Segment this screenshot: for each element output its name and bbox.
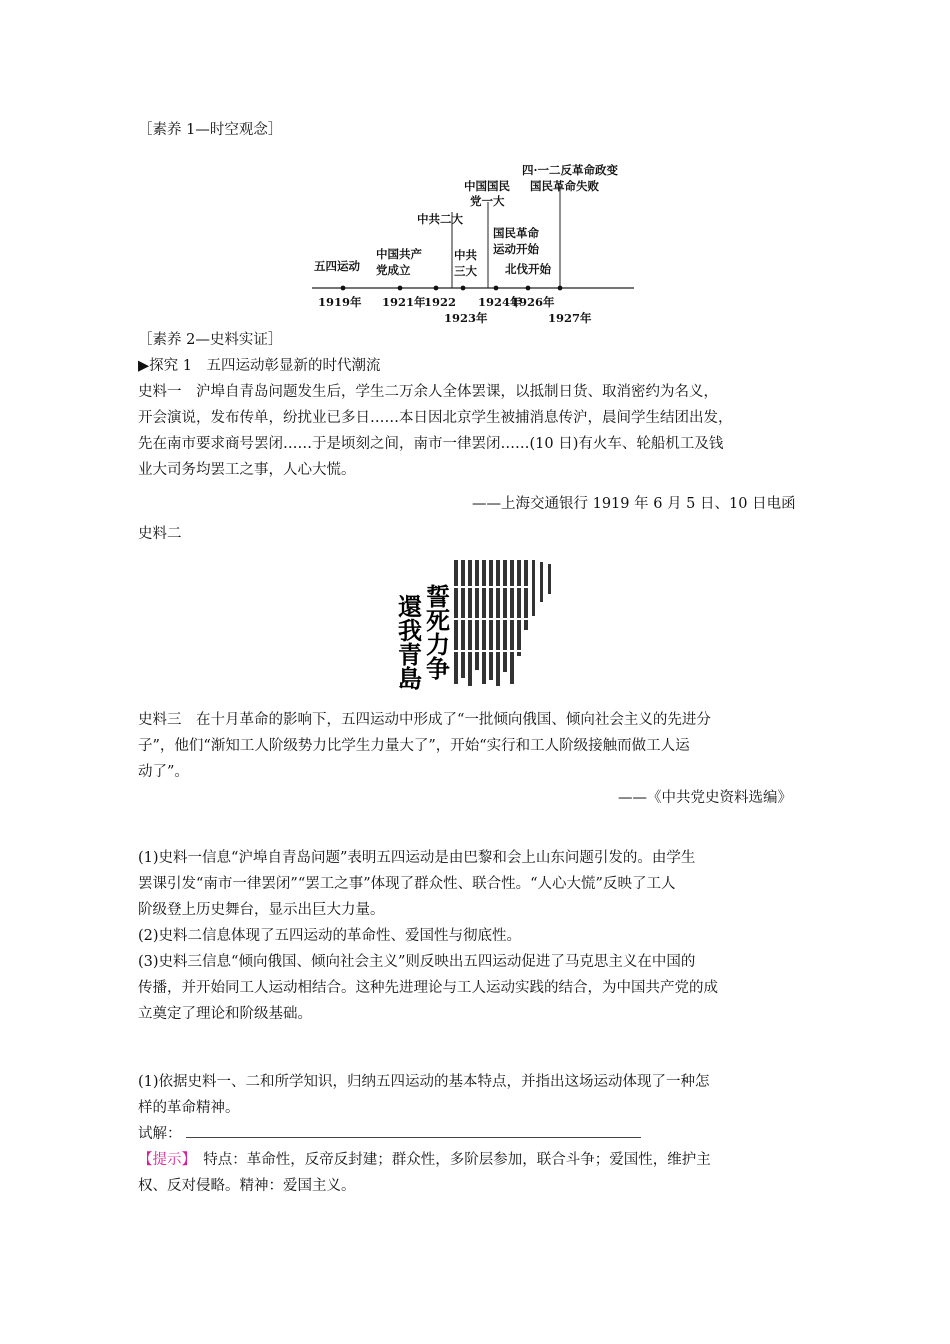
event-label-may4: 五四运动 <box>314 259 360 273</box>
event-label-revolution-1: 国民革命 <box>493 226 539 240</box>
analysis-line-1: (1)史料一信息“沪埠自青岛问题”表明五四运动是由巴黎和会上山东问题引发的。由学生 <box>138 850 696 866</box>
source1-line-1: 史料一 沪埠自青岛问题发生后，学生二万余人全体罢课，以抵制日货、取消密约为名义， <box>138 384 718 400</box>
hint-line-1 <box>138 1150 711 1170</box>
event-label-april12-2: 国民革命失败 <box>530 179 599 193</box>
point-1927 <box>558 286 563 291</box>
answer-input-line[interactable] <box>186 1125 641 1138</box>
year-label-1921: 1921年 <box>382 295 426 309</box>
point-1926 <box>526 286 531 291</box>
source1-line-2: 开会演说，发布传单，纷扰业已多日……本日因北京学生被捕消息传沪，晨间学生结团出发， <box>138 410 733 426</box>
newspaper-svg <box>392 556 562 690</box>
explore-heading: ▶探究 1 五四运动彰显新的时代潮流 <box>138 358 381 374</box>
year-label-1924: 1924年 <box>478 295 522 309</box>
hint-label: 【提示】 <box>138 1152 189 1168</box>
event-label-revolution-3: 北伐开始 <box>505 262 551 276</box>
point-1922 <box>434 286 439 291</box>
year-label-1927: 1927年 <box>548 311 592 325</box>
event-label-cpc2: 中共二大 <box>417 212 463 226</box>
question-line-1: (1)依据史料一、二和所学知识，归纳五四运动的基本特点，并指出这场运动体现了一种怎 <box>138 1074 710 1090</box>
event-label-revolution-2: 运动开始 <box>493 242 539 256</box>
source1-citation: ——上海交通银行 1919 年 6 月 5 日、10 日电函 <box>472 496 796 512</box>
event-label-cpc3-1: 中共 <box>454 248 477 262</box>
event-label-cpc-founded-1: 中国共产 <box>376 247 422 261</box>
question-line-2: 样的革命精神。 <box>138 1100 240 1116</box>
event-label-cpc3-2: 三大 <box>454 264 477 278</box>
headline-col-2: 還我青島 <box>393 594 423 690</box>
source1-line-4: 业大司务均罢工之事，人心大慌。 <box>138 462 356 478</box>
source1-line-3: 先在南市要求商号罢闭……于是顷刻之间，南市一律罢闭……(10 日)有火车、轮船机工及钱 <box>138 436 724 452</box>
section-heading-2: ［素养 2—史料实证］ <box>138 332 283 348</box>
newspaper-image <box>392 556 562 690</box>
year-label-1922: 1922 <box>424 295 457 309</box>
year-label-1926: 1926年 <box>511 295 555 309</box>
year-label-1923: 1923年 <box>444 311 488 325</box>
hint-text-1: 特点：革命性，反帝反封建；群众性，多阶层参加，联合斗争；爱国性，维护主 <box>188 1152 711 1168</box>
event-label-cpc-founded-2: 党成立 <box>376 263 411 277</box>
event-label-april12-1: 四·一二反革命政变 <box>522 163 619 177</box>
source3-line-1: 史料三 在十月革命的影响下，五四运动中形成了“一批倾向俄国、倾向社会主义的先进分 <box>138 712 711 728</box>
analysis-line-4: (2)史料二信息体现了五四运动的革命性、爱国性与彻底性。 <box>138 928 522 944</box>
analysis-line-7: 立奠定了理论和阶级基础。 <box>138 1006 312 1022</box>
source3-line-2: 子”，他们“渐知工人阶级势力比学生力量大了”，开始“实行和工人阶级接触而做工人运 <box>138 738 690 754</box>
analysis-line-3: 阶级登上历史舞台，显示出巨大力量。 <box>138 902 385 918</box>
hint-line-2: 权、反对侵略。精神：爱国主义。 <box>138 1178 356 1194</box>
point-1923 <box>461 286 466 291</box>
analysis-line-2: 罢课引发“南市一律罢闭”“罢工之事”体现了群众性、联合性。“人心大慌”反映了工人 <box>138 876 676 892</box>
attempt-label: 试解： <box>138 1126 182 1142</box>
event-label-kmt1-2: 党一大 <box>470 194 505 208</box>
analysis-line-6: 传播，并开始同工人运动相结合。这种先进理论与工人运动实践的结合，为中国共产党的成 <box>138 980 718 996</box>
source3-line-3: 动了”。 <box>138 764 189 780</box>
source2-title: 史料二 <box>138 526 182 542</box>
timeline-svg <box>300 160 650 330</box>
section-heading-1: ［素养 1—时空观念］ <box>138 122 283 138</box>
timeline-diagram <box>300 160 650 330</box>
point-1919 <box>341 286 346 291</box>
source3-citation: ——《中共党史资料选编》 <box>618 790 792 806</box>
point-1924 <box>494 286 499 291</box>
headline-col-1: 誓死力争 <box>421 584 451 680</box>
point-1921 <box>398 286 403 291</box>
year-label-1919: 1919年 <box>318 295 362 309</box>
attempt-row <box>138 1124 641 1144</box>
analysis-line-5: (3)史料三信息“倾向俄国、倾向社会主义”则反映出五四运动促进了马克思主义在中国的 <box>138 954 696 970</box>
event-label-kmt1-1: 中国国民 <box>464 179 510 193</box>
